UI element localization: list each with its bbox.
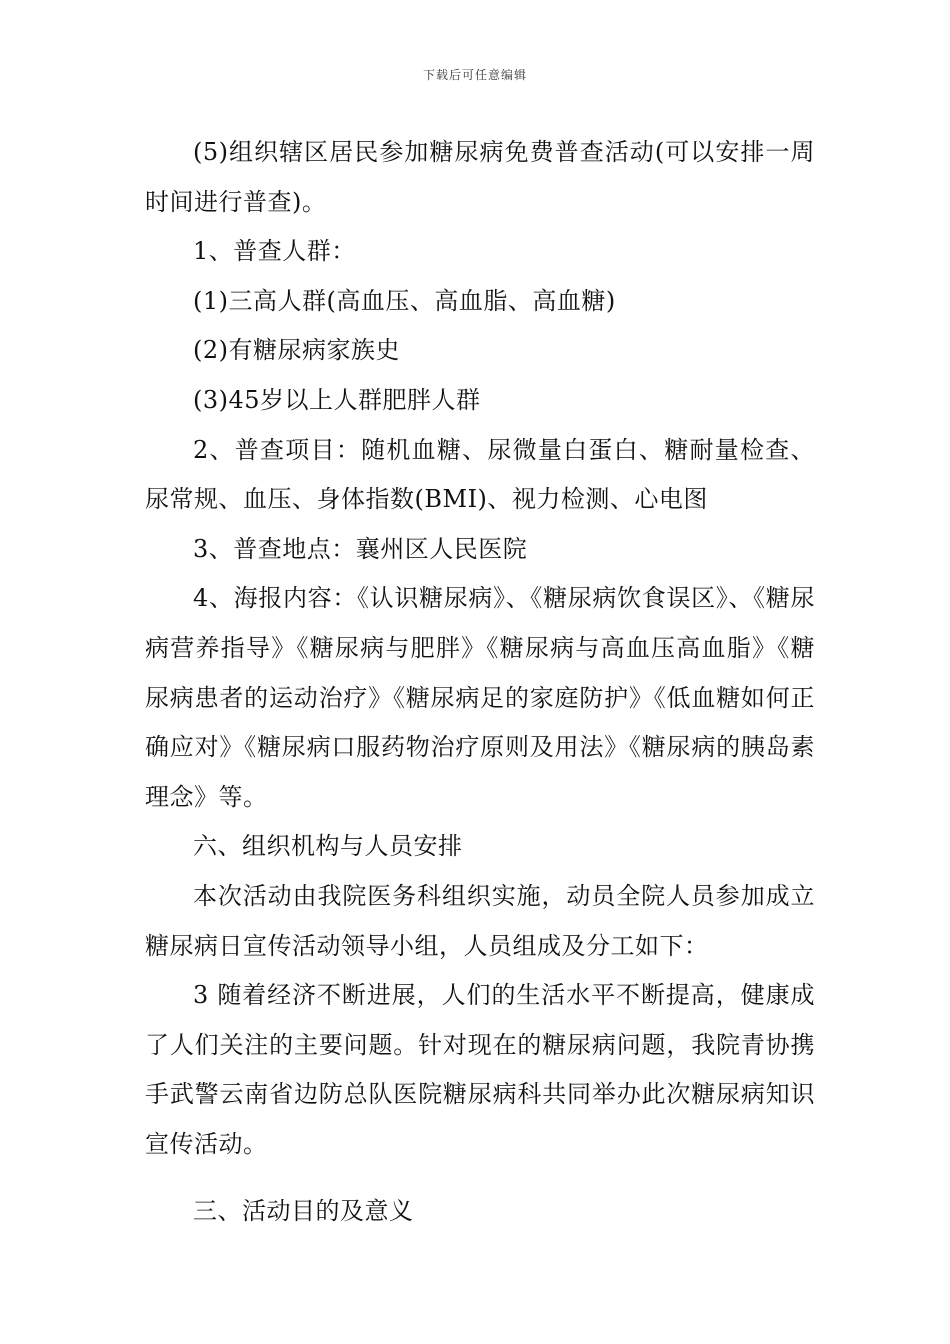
paragraph-poster-content: 4、海报内容：《认识糖尿病》、《糖尿病饮食误区》、《糖尿病营养指导》《糖尿病与肥胖》《糖尿病与高血压高血脂》《糖尿病患者的运动治疗》《糖尿病足的家庭防护》《低血糖如何正确应对》《糖尿病口服药物治疗原则及用法》《糖尿病的胰岛素理念》等。 [145, 584, 815, 811]
paragraph-survey-items: 2、普查项目：随机血糖、尿微量白蛋白、糖耐量检查、尿常规、血压、身体指数(BMI)、视力检测、心电图 [145, 435, 815, 514]
list-item-family-history: (2)有糖尿病家族史 [193, 336, 400, 365]
section-heading-organization: 六、组织机构与人员安排 [193, 832, 463, 861]
paragraph-survey-location: 3、普查地点：襄州区人民医院 [193, 534, 528, 563]
list-item-age-obesity: (3)45岁以上人群肥胖人群 [193, 385, 481, 414]
document-body [145, 128, 815, 1237]
list-item-three-highs: (1)三高人群(高血压、高血脂、高血糖) [193, 286, 616, 315]
paragraph-spacer [145, 1169, 815, 1187]
paragraph-background: 3 随着经济不断进展，人们的生活水平不断提高，健康成了人们关注的主要问题。针对现在的糖尿病问题，我院青协携手武警云南省边防总队医院糖尿病科共同举办此次糖尿病知识宣传活动。 [145, 981, 815, 1158]
paragraph-survey-activity: (5)组织辖区居民参加糖尿病免费普查活动(可以安排一周时间进行普查)。 [145, 138, 815, 216]
section-heading-purpose: 三、活动目的及意义 [193, 1197, 414, 1226]
page-header: 下载后可任意编辑 [422, 68, 527, 82]
paragraph-survey-population: 1、普查人群： [193, 237, 356, 266]
paragraph-organization: 本次活动由我院医务科组织实施，动员全院人员参加成立糖尿病日宣传活动领导小组，人员组成及分工如下： [145, 881, 815, 960]
